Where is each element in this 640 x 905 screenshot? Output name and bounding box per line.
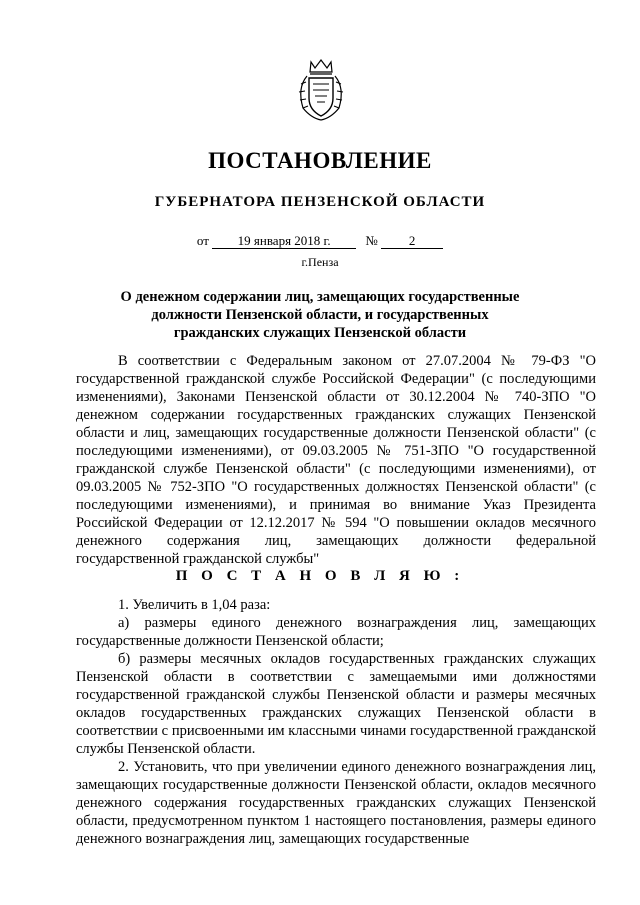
document-title: ПОСТАНОВЛЕНИЕ (208, 148, 432, 173)
items-block (76, 596, 596, 848)
document-heading: О денежном содержании лиц, замещающих государственные должности Пензенской области, и государственных гражданских служащих Пензенской области (120, 289, 520, 341)
preamble-block (76, 352, 596, 568)
decree-word: П О С Т А Н О В Л Я Ю : (175, 568, 465, 584)
list-item: б) размеры месячных окладов государственных гражданских служащих Пензенской области в соответствии с замещаемыми ими должностями государственной гражданской службы Пензенской области и размеры месячных окладов государственных гражданских служащих Пензенской области в соответствии с присвоенными им классными чинами государственной гражданской службы Пензенской области. (76, 651, 596, 757)
preamble-paragraph: В соответствии с Федеральным законом от 27.07.2004 № 79-ФЗ "О государственной гражданской службе Российской Федерации" (с последующими изменениями), Законами Пензенской области от 30.12.2004 № 740-ЗПО "О денежном содержании государственных гражданских служащих Пензенской области и лиц, замещающих государственные должности Пензенской области" (с последующими изменениями), от 09.03.2005 № 751-ЗПО "О государственной гражданской службе Пензенской области" (с последующими изменениями), от 09.03.2005 № 752-ЗПО "О государственных должностях Пензенской области" (с последующими изменениями), и принимая во внимание Указ Президента Российской Федерации от 12.12.2017 № 594 "О повышении окладов месячного денежного содержания лиц, замещающих должности федеральной государственной гражданской службы" (76, 353, 596, 567)
city: г.Пенза (301, 255, 339, 269)
number-value: 2 (381, 234, 443, 249)
list-item: а) размеры единого денежного вознаграждения лиц, замещающих государственные должности Пензенской области; (76, 615, 596, 649)
date-number-line (0, 233, 640, 249)
date-prefix: от (196, 233, 209, 248)
list-item: 1. Увеличить в 1,04 раза: (118, 597, 271, 613)
coat-of-arms-icon (293, 58, 349, 122)
number-prefix: № (365, 233, 378, 248)
document-subtitle: ГУБЕРНАТОРА ПЕНЗЕНСКОЙ ОБЛАСТИ (154, 194, 486, 210)
list-item: 2. Установить, что при увеличении единого денежного вознаграждения лиц, замещающих государственные должности Пензенской области, окладов месячного денежного содержания государственных гражданских служащих Пензенской области, предусмотренном пунктом 1 настоящего постановления, размеры единого денежного вознаграждения лиц, замещающих государственные (76, 759, 596, 847)
date-value: 19 января 2018 г. (212, 234, 356, 249)
